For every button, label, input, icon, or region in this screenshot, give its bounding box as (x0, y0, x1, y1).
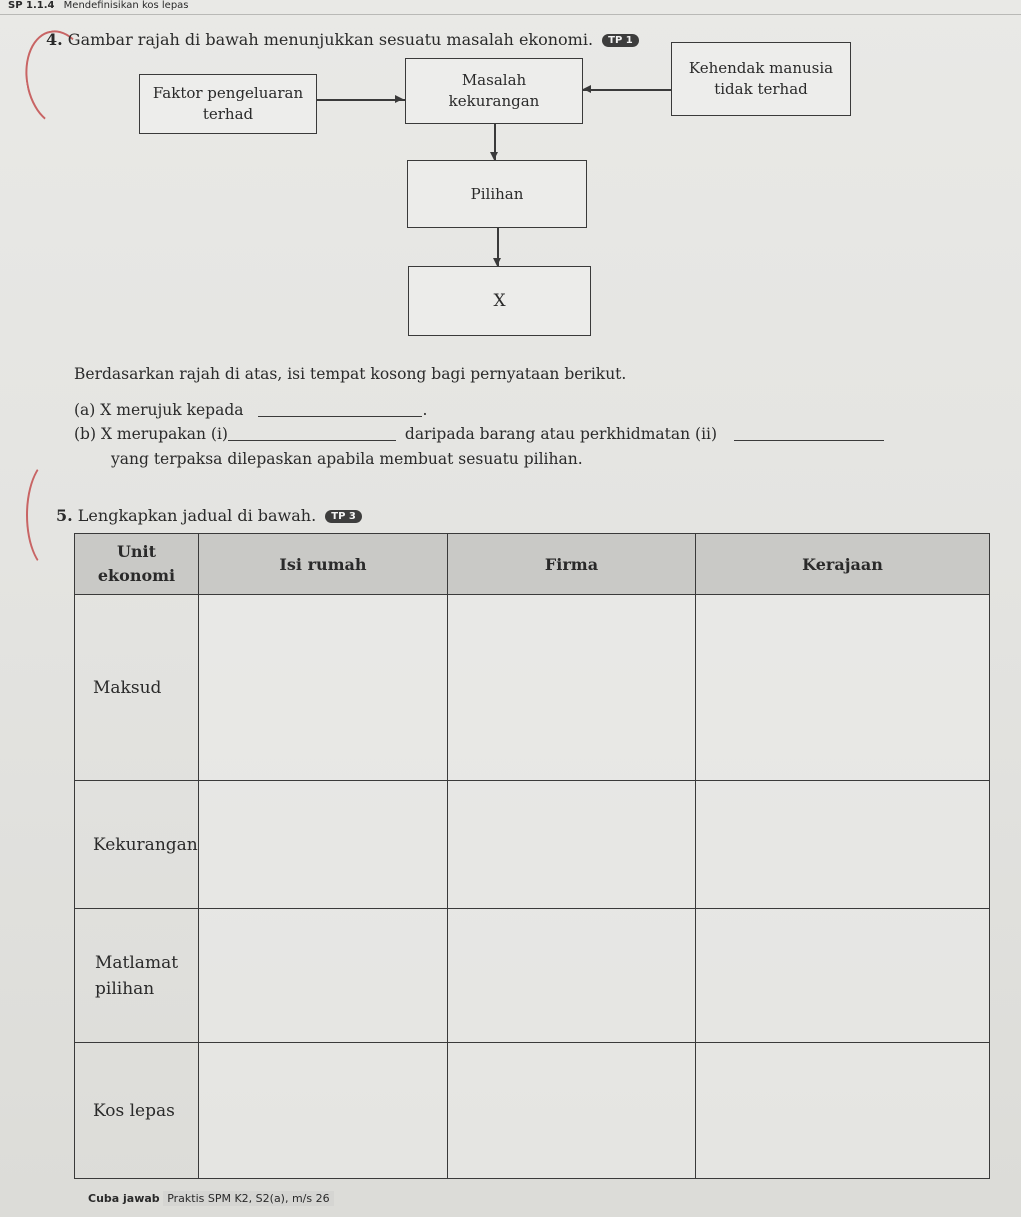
diagram-box-choice (407, 160, 587, 228)
question-4-instruction: Berdasarkan rajah di atas, isi tempat kosong bagi pernyataan berikut. (74, 365, 627, 383)
economic-units-table (74, 533, 990, 1179)
answer-cell[interactable] (448, 1043, 696, 1179)
arrow-left-to-center (317, 99, 405, 101)
question-5-number: 5. (56, 506, 73, 525)
answer-cell[interactable] (696, 595, 990, 781)
table-row (75, 1043, 990, 1179)
box-text-line: Pilihan (470, 184, 524, 203)
question-5-text: Lengkapkan jadual di bawah. (77, 506, 317, 525)
answer-cell[interactable] (448, 909, 696, 1043)
row-label-meaning: Maksud (75, 595, 199, 781)
box-text-line: tidak terhad (714, 80, 808, 98)
arrow-right-to-center (583, 89, 671, 91)
answer-cell[interactable] (199, 781, 448, 909)
question-5-stem (56, 506, 362, 525)
arrow-head-icon (395, 95, 403, 103)
tp-badge-q5: TP 3 (325, 510, 362, 523)
question-4-stem (46, 30, 639, 49)
corner-header-economic-unit (75, 534, 199, 595)
part-b-text-3: yang terpaksa dilepaskan apabila membuat sesuatu pilihan. (111, 450, 583, 468)
row-label-opportunity-cost: Kos lepas (75, 1043, 199, 1179)
footer-ref: Praktis SPM K2, S2(a), m/s 26 (163, 1191, 333, 1206)
table-row (75, 909, 990, 1043)
arrow-head-icon (490, 152, 498, 160)
part-a-text: X merujuk kepada (100, 401, 244, 419)
part-b-text-2: daripada barang atau perkhidmatan (ii) (404, 425, 718, 443)
question-4a (74, 401, 427, 419)
box-text-line: Kehendak manusia (688, 59, 834, 77)
question-4-number: 4. (46, 30, 63, 49)
arrow-head-icon (493, 258, 501, 266)
corner-line: Unit (116, 542, 157, 561)
section-code: SP 1.1.4 (8, 0, 55, 11)
box-text-line: X (493, 290, 506, 311)
table-row (75, 595, 990, 781)
diagram-box-limited-resources (139, 74, 317, 134)
row-label-choice-goal: Matlamat pilihan (75, 909, 199, 1043)
box-text-line: Faktor pengeluaran (152, 84, 304, 102)
corner-line: ekonomi (97, 566, 176, 585)
answer-blank-b-i[interactable] (228, 440, 396, 441)
column-header-household: Isi rumah (199, 534, 448, 595)
diagram-box-x (408, 266, 591, 336)
question-4-text: Gambar rajah di bawah menunjukkan sesuatu masalah ekonomi. (67, 30, 594, 49)
answer-cell[interactable] (199, 1043, 448, 1179)
answer-cell[interactable] (448, 781, 696, 909)
section-header (8, 0, 189, 11)
part-b-label: (b) (74, 425, 97, 443)
arrow-head-icon (583, 85, 591, 93)
answer-cell[interactable] (696, 1043, 990, 1179)
part-b-text-1: X merupakan (i) (100, 425, 228, 443)
box-text-line: kekurangan (448, 92, 540, 110)
question-4b (74, 425, 884, 443)
table-row (75, 781, 990, 909)
answer-blank-b-ii[interactable] (734, 440, 884, 441)
diagram-box-unlimited-wants (671, 42, 851, 116)
diagram-box-scarcity (405, 58, 583, 124)
section-title: Mendefinisikan kos lepas (63, 0, 189, 11)
tp-badge-q4: TP 1 (602, 34, 639, 47)
answer-cell[interactable] (199, 595, 448, 781)
part-a-end: . (422, 401, 428, 419)
row-label-scarcity: Kekurangan (75, 781, 199, 909)
answer-cell[interactable] (448, 595, 696, 781)
part-a-label: (a) (74, 401, 96, 419)
box-text-line: Masalah (461, 71, 527, 89)
footer-prefix: Cuba jawab (88, 1192, 160, 1205)
answer-cell[interactable] (696, 909, 990, 1043)
answer-cell[interactable] (696, 781, 990, 909)
column-header-government: Kerajaan (696, 534, 990, 595)
answer-blank-a[interactable] (258, 416, 422, 417)
table-header-row (75, 534, 990, 595)
footer-reference (88, 1192, 334, 1205)
answer-cell[interactable] (199, 909, 448, 1043)
column-header-firm: Firma (448, 534, 696, 595)
box-text-line: terhad (202, 105, 254, 123)
